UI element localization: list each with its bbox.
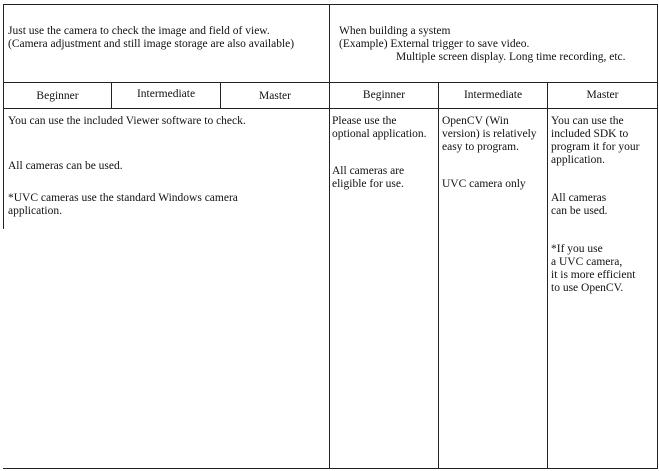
- level-divider: [3, 108, 657, 109]
- top-border: [3, 4, 657, 5]
- right-beginner-all-cameras: All cameras are eligible for use.: [332, 165, 405, 190]
- right-intermediate-opencv: OpenCV (Win version) is relatively easy to program.: [442, 115, 537, 153]
- right-border: [657, 4, 658, 469]
- right-level-master: Master: [586, 89, 619, 101]
- right-master-uvc-note: *If you use a UVC camera, it is more efficient to use OpenCV.: [551, 243, 636, 294]
- right-description-line3: Multiple screen display. Long time recording, etc.: [396, 51, 626, 63]
- right-master-sdk: You can use the included SDK to program it for your application.: [551, 115, 640, 166]
- right-description-line1: When building a system: [339, 25, 451, 37]
- left-body: [8, 115, 326, 231]
- panel-divider: [329, 4, 330, 469]
- right-level-beginner: Beginner: [362, 89, 406, 101]
- left-body-all-cameras: All cameras can be used.: [8, 160, 123, 172]
- left-body-viewer: You can use the included Viewer software to check.: [8, 115, 246, 127]
- right-beginner-body: [332, 115, 438, 204]
- right-intermediate-body: [442, 115, 547, 204]
- right-master-body: [551, 115, 657, 308]
- right-description-line2: (Example) External trigger to save video.: [339, 38, 530, 50]
- right-col-divider-1: [438, 82, 439, 469]
- left-border: [3, 4, 4, 82]
- bottom-border: [3, 468, 657, 469]
- right-level-intermediate: Intermediate: [463, 89, 523, 101]
- right-intermediate-uvc-only: UVC camera only: [442, 178, 526, 190]
- left-level-master: Master: [259, 90, 291, 102]
- header-divider: [3, 82, 657, 83]
- right-master-all-cameras: All cameras can be used.: [551, 192, 608, 217]
- left-level-beginner: Beginner: [36, 90, 79, 102]
- left-level-intermediate: Intermediate: [136, 88, 196, 100]
- right-beginner-optional-app: Please use the optional application.: [332, 115, 427, 140]
- left-border-lower: [3, 82, 4, 229]
- left-body-uvc-note: *UVC cameras use the standard Windows camera application.: [8, 192, 238, 217]
- left-description: Just use the camera to check the image and field of view. (Camera adjustment and still image storage are also available): [8, 25, 295, 50]
- right-col-divider-2: [547, 82, 548, 469]
